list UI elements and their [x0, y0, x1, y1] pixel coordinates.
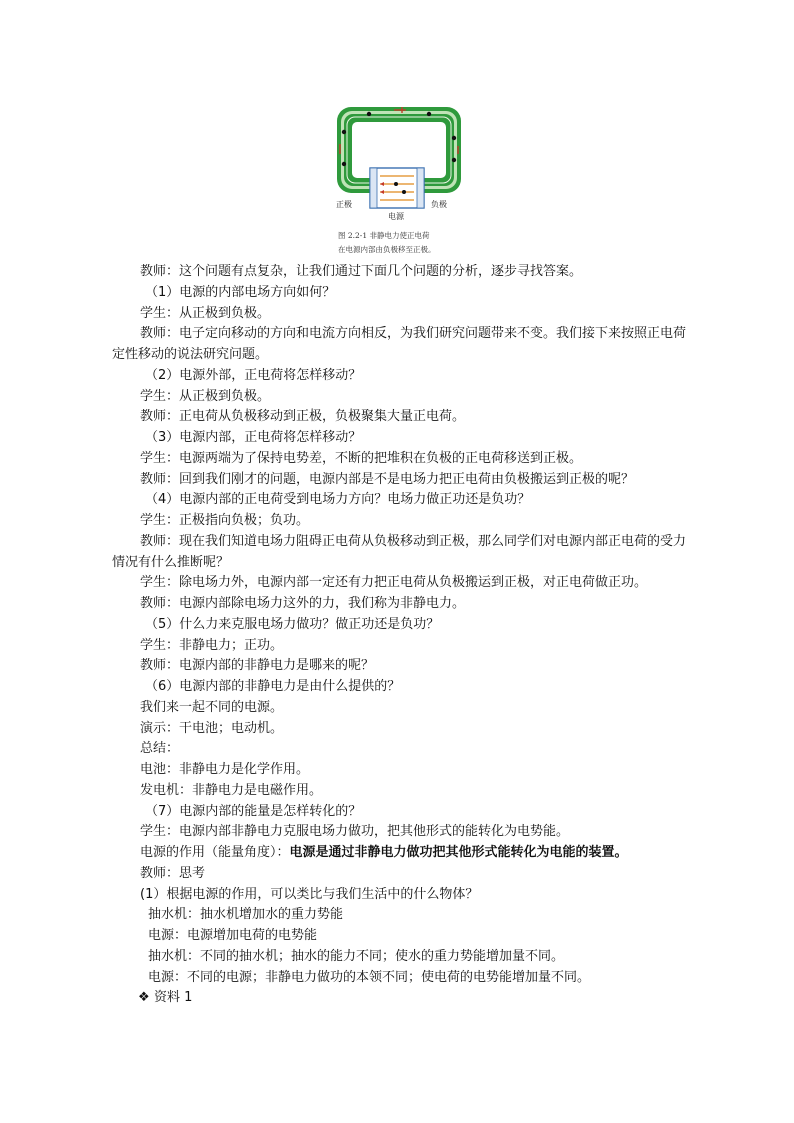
text-line: （4）电源内部的正电荷受到电场力方向？电场力做正功还是负功？	[145, 492, 531, 508]
resource-heading	[112, 988, 686, 1009]
definition-bold: 电源是通过非静电力做功把其他形式能转化为电能的装置。	[289, 845, 628, 860]
figure-label-positive: 正极	[336, 200, 352, 209]
charge-dot	[342, 162, 346, 166]
charge-dot	[452, 158, 456, 162]
positive-plate	[370, 168, 377, 208]
text-line: 学生：电源两端为了保持电势差，不断的把堆积在负极的正电荷移送到正极。	[140, 450, 583, 466]
text-line: 教师：电源内部除电场力这外的力，我们称为非静电力。	[140, 596, 466, 611]
definition-line	[112, 843, 686, 864]
text-line: 抽水机：抽水机增加水的重力势能	[148, 907, 344, 923]
charge-dot	[427, 112, 431, 116]
text-line: 电池：非静电力是化学作用。	[140, 762, 310, 777]
text-line: 我们来一起不同的电源。	[140, 699, 284, 715]
text-line: 学生：电源内部非静电力克服电场力做功，把其他形式的能转化为电势能。	[140, 824, 570, 840]
charge-dot	[367, 112, 371, 116]
figure-label-source: 电源	[388, 212, 404, 221]
text-line: 电源：电源增加电荷的电势能	[148, 928, 318, 943]
resource-label: 资料 1	[154, 990, 193, 1006]
text-line: 教师：回到我们刚才的问题，电源内部是不是电场力把正电荷由负极搬运到正极的呢？	[140, 471, 635, 487]
text-line: 发电机：非静电力是电磁作用。	[140, 782, 323, 798]
text-line: （2）电源外部，正电荷将怎样移动？	[145, 367, 362, 383]
text-line: 教师：这个问题有点复杂，让我们通过下面几个问题的分析，逐步寻找答案。	[140, 264, 583, 279]
figure-nonstatic-force	[334, 104, 464, 258]
figure-caption-line1: 图 2.2-1 非静电力使正电荷	[338, 231, 430, 240]
text-line: （5）什么力来克服电场力做功？做正功还是负功？	[145, 616, 440, 632]
text-line: （1）电源的内部电场方向如何？	[145, 284, 336, 300]
charge-dot	[394, 182, 398, 186]
text-line: 学生：非静电力；正功。	[140, 637, 284, 653]
text-line: 教师：思考	[140, 865, 206, 881]
text-line: （3）电源内部，正电荷将怎样移动？	[145, 430, 362, 445]
text-line: 学生：从正极到负极。	[140, 388, 271, 404]
negative-plate	[417, 168, 424, 208]
text-line: 抽水机：不同的抽水机；抽水的能力不同；使水的重力势能增加量不同。	[148, 948, 565, 964]
text-line: 教师：正电荷从负极移动到正极，负极聚集大量正电荷。	[140, 409, 466, 425]
charge-dot	[452, 136, 456, 140]
text-line: （6）电源内部的非静电力是由什么提供的？	[145, 679, 401, 694]
figure-label-negative: 负极	[431, 200, 447, 209]
definition-lead: 电源的作用（能量角度）：	[140, 845, 290, 860]
text-paragraph: 教师：现在我们知道电场力阻碍正电荷从负极移动到正极，那么同学们对电源内部正电荷的受力情况有什么推断呢？	[112, 533, 687, 570]
figure-caption-line2: 在电源内部由负极移至正极。	[338, 245, 436, 254]
text-paragraph: 教师：电子定向移动的方向和电流方向相反，为我们研究问题带来不变。我们接下来按照正电荷定性移动的说法研究问题。	[112, 326, 687, 362]
lesson-text	[112, 262, 686, 1009]
text-line: 总结：	[140, 741, 180, 757]
source-box	[370, 168, 424, 208]
text-line: 教师：电源内部的非静电力是哪来的呢？	[140, 658, 375, 674]
text-line: （7）电源内部的能量是怎样转化的？	[145, 803, 362, 819]
charge-dot	[342, 130, 346, 134]
text-line: (1）根据电源的作用，可以类比与我们生活中的什么物体？	[140, 886, 479, 902]
text-line: 学生：除电场力外，电源内部一定还有力把正电荷从负极搬运到正极，对正电荷做正功。	[140, 575, 648, 591]
text-line: 学生：正极指向负极；负功。	[140, 513, 310, 528]
diamond-bullet-icon: ❖	[138, 990, 150, 1006]
text-line: 演示：干电池；电动机。	[140, 720, 284, 736]
text-line: 电源：不同的电源；非静电力做功的本领不同；使电荷的电势能增加量不同。	[148, 969, 591, 985]
text-line: 学生：从正极到负极。	[140, 305, 271, 321]
charge-dot	[402, 190, 406, 194]
